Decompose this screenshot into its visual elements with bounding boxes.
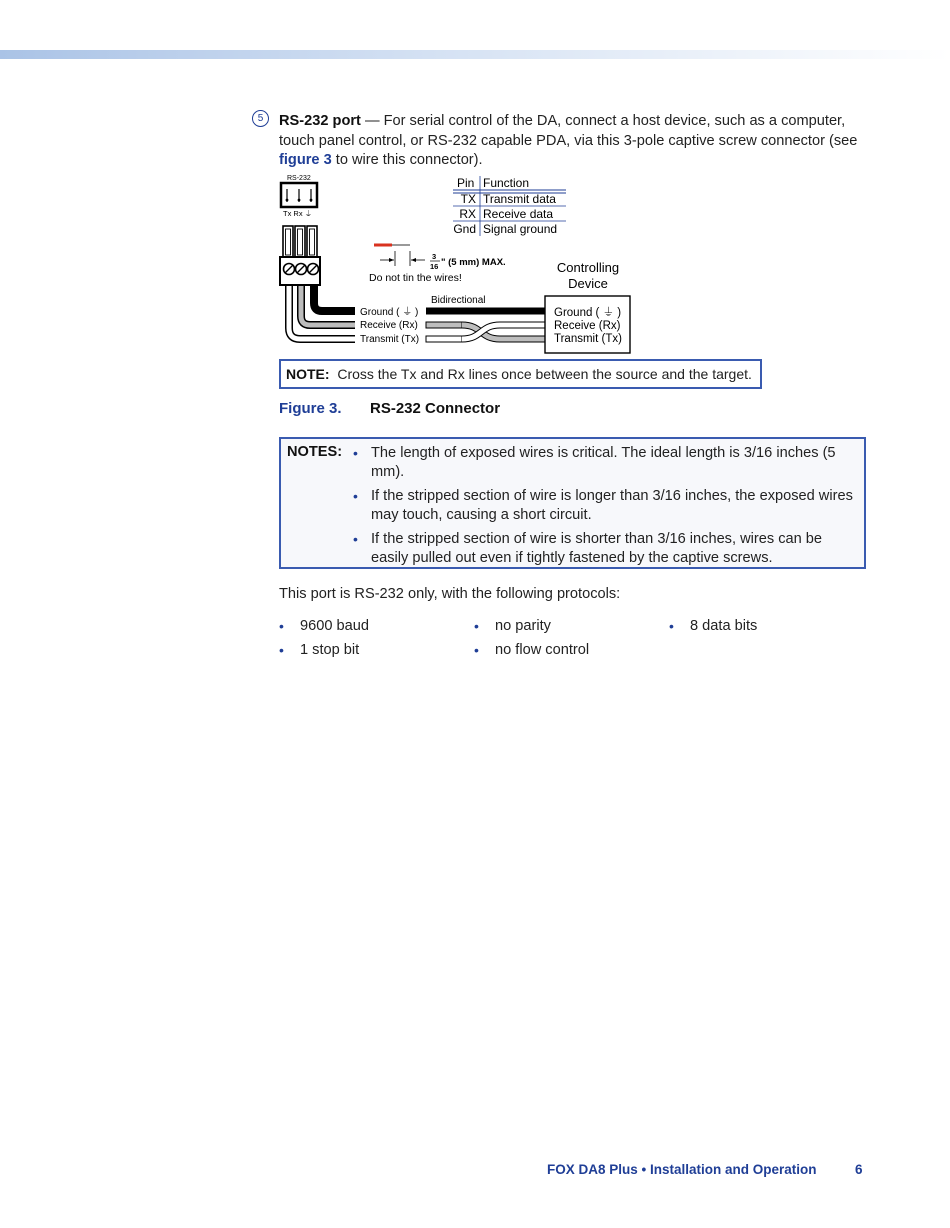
note-text: Cross the Tx and Rx lines once between the source and the target.	[337, 366, 752, 382]
no-tin-warning: Do not tin the wires!	[369, 272, 462, 284]
table-cell-tx: TX	[460, 192, 476, 206]
left-label-ground: Ground ( ⏚ )	[360, 307, 419, 318]
strip-length-indicator	[374, 245, 425, 266]
notes-list	[353, 444, 853, 573]
table-cell-transmit-data: Transmit data	[483, 192, 556, 206]
note-label: NOTE:	[286, 366, 330, 382]
protocol-item	[669, 618, 757, 634]
left-label-transmit: Transmit (Tx)	[360, 334, 420, 345]
bullet-icon: •	[474, 642, 479, 658]
protocol-text: no flow control	[495, 642, 590, 658]
list-item	[353, 444, 853, 482]
bullet-icon: •	[353, 445, 358, 461]
figure-number: Figure 3.	[279, 400, 342, 417]
list-item	[353, 530, 853, 568]
step-number-badge: 5	[252, 110, 269, 127]
table-header-function: Function	[483, 176, 530, 190]
bullet-icon: •	[279, 618, 284, 634]
page-number: 6	[855, 1162, 863, 1177]
protocol-text: 1 stop bit	[300, 642, 360, 658]
bidirectional-label: Bidirectional	[431, 295, 486, 306]
connector-label: RS-232	[287, 175, 311, 182]
protocol-text: 9600 baud	[300, 618, 369, 634]
page-footer	[547, 1162, 863, 1177]
device-label-receive: Receive (Rx)	[554, 320, 621, 332]
pin-function-table	[453, 176, 566, 236]
device-label-ground: Ground ( ⏚ )	[554, 307, 622, 319]
table-cell-signal-ground: Signal ground	[483, 222, 558, 236]
strip-fraction-numerator: 3	[432, 252, 437, 261]
note-item-text: If the stripped section of wire is shorter than 3/16 inches, wires can be easily pulled out even if tightly fastened by the captive screws.	[371, 531, 823, 566]
connector-pin-labels: Tx Rx ⏚	[283, 209, 313, 218]
intro-text-2: to wire this connector).	[331, 152, 483, 168]
section-title: RS-232 port	[279, 113, 361, 129]
notes-label: NOTES:	[287, 444, 343, 460]
device-title-line2: Device	[568, 276, 608, 291]
bullet-icon: •	[353, 531, 358, 547]
footer-title: FOX DA8 Plus • Installation and Operation	[547, 1162, 817, 1177]
table-cell-gnd: Gnd	[453, 222, 476, 236]
strip-max-text: " (5 mm) MAX.	[441, 257, 506, 268]
note-item-text: If the stripped section of wire is longer than 3/16 inches, the exposed wires may touch, causing a short circuit.	[371, 488, 853, 523]
captive-screw-plug	[280, 226, 320, 285]
rs232-intro-paragraph	[279, 112, 874, 171]
figure-caption	[279, 400, 500, 417]
protocol-item	[279, 618, 369, 634]
protocol-item	[474, 642, 589, 658]
strip-fraction-denominator: 16	[430, 262, 439, 271]
notes-box	[279, 437, 866, 569]
list-item	[353, 487, 853, 525]
protocol-text: no parity	[495, 618, 551, 634]
table-cell-rx: RX	[459, 207, 476, 221]
cross-lines-note	[279, 359, 762, 389]
table-cell-receive-data: Receive data	[483, 207, 554, 221]
figure-3-link[interactable]: figure 3	[279, 152, 332, 168]
protocol-text: 8 data bits	[690, 618, 758, 634]
bullet-icon: •	[474, 618, 479, 634]
crossed-tx-rx-wires	[426, 322, 545, 342]
bullet-icon: •	[353, 488, 358, 504]
protocols-intro: This port is RS-232 only, with the following protocols:	[279, 586, 621, 602]
note-item-text: The length of exposed wires is critical. The ideal length is 3/16 inches (5 mm).	[371, 445, 836, 480]
figure-title: RS-232 Connector	[370, 400, 501, 417]
protocol-item	[474, 618, 551, 634]
bullet-icon: •	[669, 618, 674, 634]
intro-text-1: — For serial control of the DA, connect a host device, such as a computer, touch panel control, or RS-232 capable PDA, via this 3-pole captive screw connector (see	[279, 113, 858, 149]
table-header-pin: Pin	[457, 176, 475, 190]
left-label-receive: Receive (Rx)	[360, 320, 418, 331]
protocol-item	[279, 642, 359, 658]
rs232-wiring-diagram	[275, 170, 645, 360]
bullet-icon: •	[279, 642, 284, 658]
device-label-transmit: Transmit (Tx)	[554, 333, 622, 345]
device-title-line1: Controlling	[556, 260, 620, 275]
header-gradient-bar	[0, 50, 950, 59]
